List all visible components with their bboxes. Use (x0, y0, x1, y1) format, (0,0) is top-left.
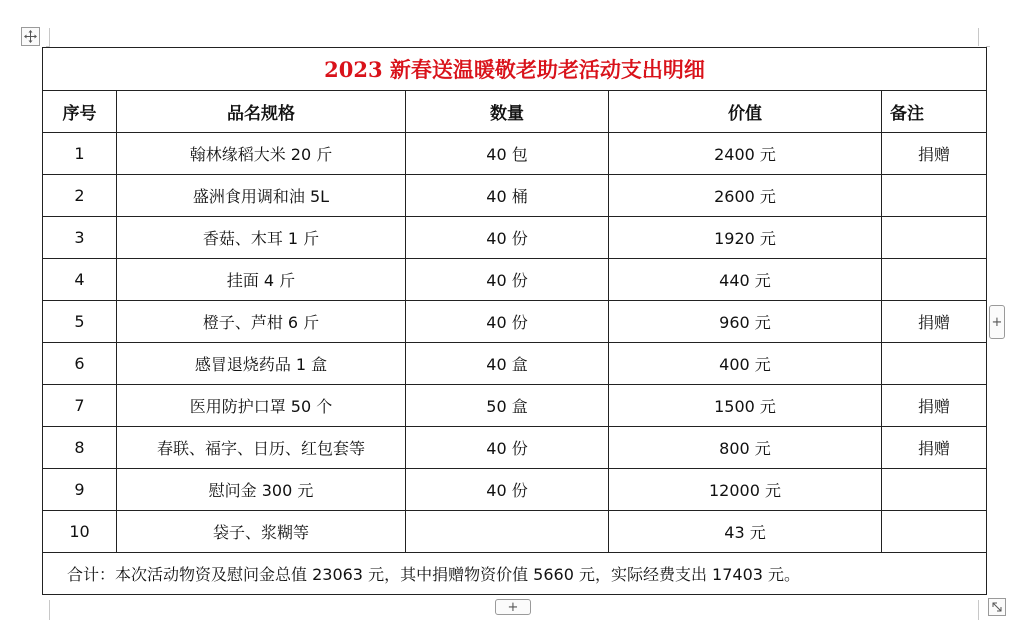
cell-quantity[interactable]: 50 盒 (406, 385, 609, 427)
table-resize-handle[interactable] (988, 598, 1006, 616)
header-item[interactable]: 品名规格 (117, 91, 406, 133)
cell-note[interactable]: 捐赠 (882, 133, 987, 175)
table-row (43, 175, 987, 217)
cell-item[interactable]: 春联、福字、日历、红包套等 (117, 427, 406, 469)
cell-quantity[interactable]: 40 包 (406, 133, 609, 175)
cell-quantity[interactable] (406, 511, 609, 553)
header-value[interactable]: 价值 (609, 91, 882, 133)
cell-index[interactable]: 10 (43, 511, 117, 553)
move-arrows-icon (24, 30, 37, 43)
cell-quantity[interactable]: 40 份 (406, 469, 609, 511)
table-row (43, 217, 987, 259)
cell-index[interactable]: 9 (43, 469, 117, 511)
plus-icon: + (507, 599, 519, 615)
table-row (43, 343, 987, 385)
page-corner-guide (978, 600, 979, 620)
cell-note[interactable] (882, 259, 987, 301)
cell-index[interactable]: 4 (43, 259, 117, 301)
cell-value[interactable]: 440 元 (609, 259, 882, 301)
header-quantity[interactable]: 数量 (406, 91, 609, 133)
cell-item[interactable]: 袋子、浆糊等 (117, 511, 406, 553)
cell-value[interactable]: 12000 元 (609, 469, 882, 511)
cell-item[interactable]: 盛洲食用调和油 5L (117, 175, 406, 217)
cell-index[interactable]: 3 (43, 217, 117, 259)
title-row (43, 48, 987, 91)
cell-index[interactable]: 7 (43, 385, 117, 427)
cell-index[interactable]: 8 (43, 427, 117, 469)
cell-item[interactable]: 慰问金 300 元 (117, 469, 406, 511)
page-corner-guide (49, 600, 50, 620)
cell-item[interactable]: 橙子、芦柑 6 斤 (117, 301, 406, 343)
table-row (43, 133, 987, 175)
table-row (43, 301, 987, 343)
header-row (43, 91, 987, 133)
table-row (43, 427, 987, 469)
table-row (43, 469, 987, 511)
table-move-handle[interactable] (21, 27, 40, 46)
cell-item[interactable]: 医用防护口罩 50 个 (117, 385, 406, 427)
table-row (43, 385, 987, 427)
resize-diagonal-icon (991, 601, 1003, 613)
table-title[interactable]: 2023 新春送温暖敬老助老活动支出明细 (43, 48, 987, 91)
cell-value[interactable]: 43 元 (609, 511, 882, 553)
add-row-button[interactable] (495, 599, 531, 615)
cell-quantity[interactable]: 40 份 (406, 217, 609, 259)
add-column-button[interactable] (989, 305, 1005, 339)
cell-quantity[interactable]: 40 份 (406, 301, 609, 343)
cell-index[interactable]: 5 (43, 301, 117, 343)
cell-item[interactable]: 香菇、木耳 1 斤 (117, 217, 406, 259)
cell-item[interactable]: 挂面 4 斤 (117, 259, 406, 301)
table-row (43, 259, 987, 301)
cell-value[interactable]: 2400 元 (609, 133, 882, 175)
cell-index[interactable]: 2 (43, 175, 117, 217)
table-row (43, 511, 987, 553)
cell-value[interactable]: 960 元 (609, 301, 882, 343)
cell-value[interactable]: 1920 元 (609, 217, 882, 259)
summary-row (43, 553, 987, 595)
page-corner-guide (49, 28, 50, 46)
cell-index[interactable]: 1 (43, 133, 117, 175)
header-note[interactable]: 备注 (882, 91, 987, 133)
cell-index[interactable]: 6 (43, 343, 117, 385)
cell-item[interactable]: 翰林缘稻大米 20 斤 (117, 133, 406, 175)
cell-note[interactable] (882, 175, 987, 217)
expense-table (42, 47, 987, 595)
cell-value[interactable]: 2600 元 (609, 175, 882, 217)
cell-note[interactable]: 捐赠 (882, 385, 987, 427)
cell-note[interactable]: 捐赠 (882, 427, 987, 469)
header-index[interactable]: 序号 (43, 91, 117, 133)
cell-note[interactable] (882, 469, 987, 511)
cell-value[interactable]: 400 元 (609, 343, 882, 385)
cell-quantity[interactable]: 40 份 (406, 427, 609, 469)
page-corner-guide (978, 28, 979, 46)
cell-value[interactable]: 1500 元 (609, 385, 882, 427)
plus-icon: + (991, 314, 1003, 330)
cell-quantity[interactable]: 40 份 (406, 259, 609, 301)
cell-value[interactable]: 800 元 (609, 427, 882, 469)
cell-note[interactable] (882, 217, 987, 259)
cell-note[interactable] (882, 343, 987, 385)
cell-quantity[interactable]: 40 盒 (406, 343, 609, 385)
cell-item[interactable]: 感冒退烧药品 1 盒 (117, 343, 406, 385)
cell-note[interactable]: 捐赠 (882, 301, 987, 343)
cell-note[interactable] (882, 511, 987, 553)
summary-text[interactable]: 合计：本次活动物资及慰问金总值 23063 元，其中捐赠物资价值 5660 元，实际经费支出 17403 元。 (43, 553, 987, 595)
cell-quantity[interactable]: 40 桶 (406, 175, 609, 217)
